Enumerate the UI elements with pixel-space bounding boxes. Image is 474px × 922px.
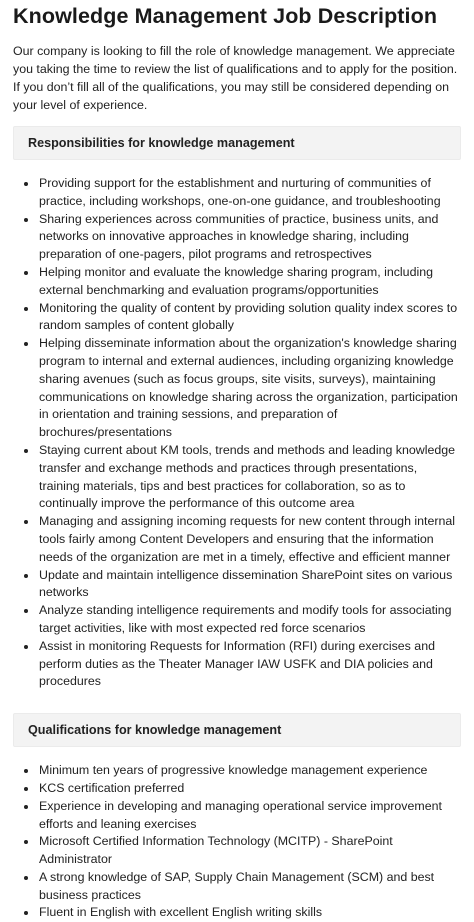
list-item — [39, 780, 461, 798]
list-item — [39, 442, 461, 513]
responsibilities-section-header — [13, 126, 461, 160]
bullet-icon — [24, 271, 28, 275]
bullet-icon — [24, 805, 28, 809]
list-item — [39, 335, 461, 442]
list-item-text: Helping disseminate information about the organization's knowledge sharing program to internal and external audiences, including organizing knowledge sharing avenues (such as focus groups, site visits, surveys), maintaining communications on knowledge sharing across the organization, participation in orientation and training sessions, and preparation of brochures/presentations — [39, 336, 458, 440]
bullet-icon — [24, 218, 28, 222]
qualifications-section-header — [13, 713, 461, 747]
bullet-icon — [24, 876, 28, 880]
page-title: Knowledge Management Job Description — [13, 4, 438, 28]
list-item — [39, 513, 461, 566]
bullet-icon — [24, 520, 28, 524]
list-item-text: Analyze standing intelligence requirements and modify tools for associating target activities, like with most expected red force scenarios — [39, 603, 452, 635]
list-item-text: Sharing experiences across communities of practice, business units, and networks on innovative approaches in knowledge sharing, including preparation of one-pagers, pilot programs and retrospectives — [39, 211, 439, 262]
responsibilities-heading: Responsibilities for knowledge management — [28, 136, 295, 150]
list-item — [39, 567, 461, 603]
qualifications-list — [13, 762, 461, 922]
intro-paragraph: Our company is looking to fill the role of knowledge management. We appreciate you taking the time to review the list of qualifications and to apply for the position. If you don’t fill all of the qualifications, you may still be considered depending on your level of experience. — [13, 44, 458, 112]
bullet-icon — [24, 307, 28, 311]
list-item — [39, 175, 461, 211]
list-item-text: A strong knowledge of SAP, Supply Chain Management (SCM) and best business practices — [39, 869, 435, 902]
qualifications-heading: Qualifications for knowledge management — [28, 723, 282, 738]
bullet-icon — [24, 449, 28, 453]
list-item-text: Fluent in English with excellent English writing skills — [39, 905, 323, 920]
bullet-icon — [24, 911, 28, 915]
list-item — [39, 833, 461, 869]
list-item — [39, 638, 461, 691]
list-item-text: Microsoft Certified Information Technology (MCITP) - SharePoint Administrator — [39, 834, 393, 867]
bullet-icon — [24, 182, 28, 186]
bullet-icon — [24, 769, 28, 773]
list-item — [39, 904, 461, 922]
bullet-icon — [24, 787, 28, 791]
bullet-icon — [24, 840, 28, 844]
list-item-text: Minimum ten years of progressive knowledge management experience — [39, 763, 428, 778]
bullet-icon — [24, 342, 28, 346]
list-item — [39, 264, 461, 300]
list-item — [39, 798, 461, 834]
list-item-text: Providing support for the establishment and nurturing of communities of practice, including workshops, one-on-one guidance, and troubleshooting — [39, 176, 441, 208]
list-item-text: Assist in monitoring Requests for Information (RFI) during exercises and perform duties as the Theater Manager IAW USFK and DIA policies and procedures — [39, 638, 435, 689]
list-item-text: KCS certification preferred — [39, 780, 185, 795]
list-item — [39, 211, 461, 264]
list-item-text: Monitoring the quality of content by providing solution quality index scores to random samples of content globally — [39, 300, 458, 333]
responsibilities-list — [13, 175, 461, 691]
list-item — [39, 300, 461, 336]
list-item — [39, 762, 461, 780]
list-item — [39, 869, 461, 905]
bullet-icon — [24, 645, 28, 649]
list-item-text: Experience in developing and managing operational service improvement efforts and leaning exercises — [39, 798, 442, 831]
list-item-text: Staying current about KM tools, trends and methods and leading knowledge transfer and exchange methods and practices through presentations, training materials, tips and best practices for collaboration, so as to continually improve the performance of this outcome area — [39, 442, 456, 511]
list-item-text: Managing and assigning incoming requests for new content through internal tools fairly among Content Developers and ensuring that the information needs of the organization are met in a timely, effective and efficient manner — [39, 514, 456, 564]
bullet-icon — [24, 609, 28, 613]
bullet-icon — [24, 574, 28, 578]
list-item-text: Update and maintain intelligence dissemination SharePoint sites on various networks — [39, 567, 453, 600]
list-item — [39, 602, 461, 638]
list-item-text: Helping monitor and evaluate the knowledge sharing program, including external benchmarking and evaluation programs/opportunities — [39, 264, 433, 297]
